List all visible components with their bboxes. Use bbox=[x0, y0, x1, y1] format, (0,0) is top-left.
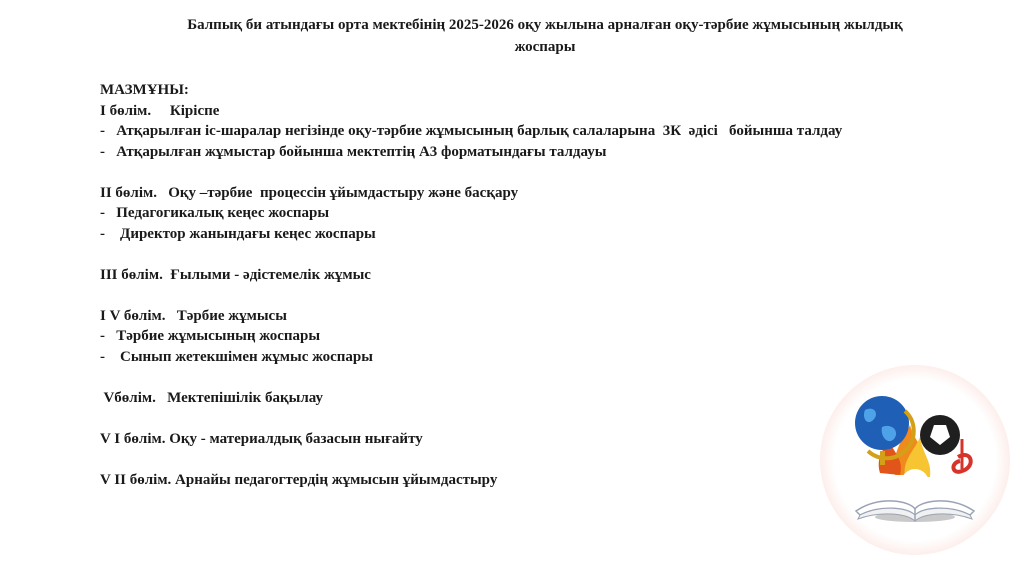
toc-line: - Директор жанындағы кеңес жоспары bbox=[100, 225, 376, 242]
toc-line: ІІ бөлім. Оқу –тәрбие процессін ұйымдастыру және басқару bbox=[100, 184, 519, 201]
toc-line: - Атқарылған іс-шаралар негізінде оқу-тәрбие жұмысының барлық салаларына 3К әдісі бойынша талдау bbox=[100, 123, 843, 139]
spacer bbox=[100, 244, 980, 265]
toc-line: МАЗМҰНЫ: bbox=[100, 82, 189, 98]
document-title bbox=[100, 14, 990, 58]
toc-line: Vбөлім. Мектепішілік бақылау bbox=[100, 389, 324, 406]
toc-line: І V бөлім. Тәрбие жұмысы bbox=[100, 307, 287, 324]
spacer bbox=[100, 285, 980, 306]
toc-line: ІІІ бөлім. Ғылыми - әдістемелік жұмыс bbox=[100, 266, 371, 283]
toc-line: І бөлім. Кіріспе bbox=[100, 102, 220, 119]
education-emblem bbox=[820, 365, 1010, 555]
toc-line: - Педагогикалық кеңес жоспары bbox=[100, 205, 330, 221]
title-line-1: Балпық би атындағы орта мектебінің 2025-2026 оқу жылына арналған оқу-тәрбие жұмысының жылдық bbox=[187, 17, 903, 33]
title-line-2: жоспары bbox=[514, 39, 576, 55]
spacer bbox=[100, 162, 980, 183]
toc-line: V І бөлім. Оқу - материалдық базасын нығайту bbox=[100, 430, 423, 447]
toc-line: - Атқарылған жұмыстар бойынша мектептің А3 форматындағы талдауы bbox=[100, 143, 607, 160]
education-emblem-icon bbox=[820, 365, 1010, 555]
toc-line: - Тәрбие жұмысының жоспары bbox=[100, 328, 321, 344]
toc-line: - Сынып жетекшімен жұмыс жоспары bbox=[100, 348, 373, 365]
toc-line: V ІІ бөлім. Арнайы педагогтердің жұмысын ұйымдастыру bbox=[100, 471, 498, 488]
